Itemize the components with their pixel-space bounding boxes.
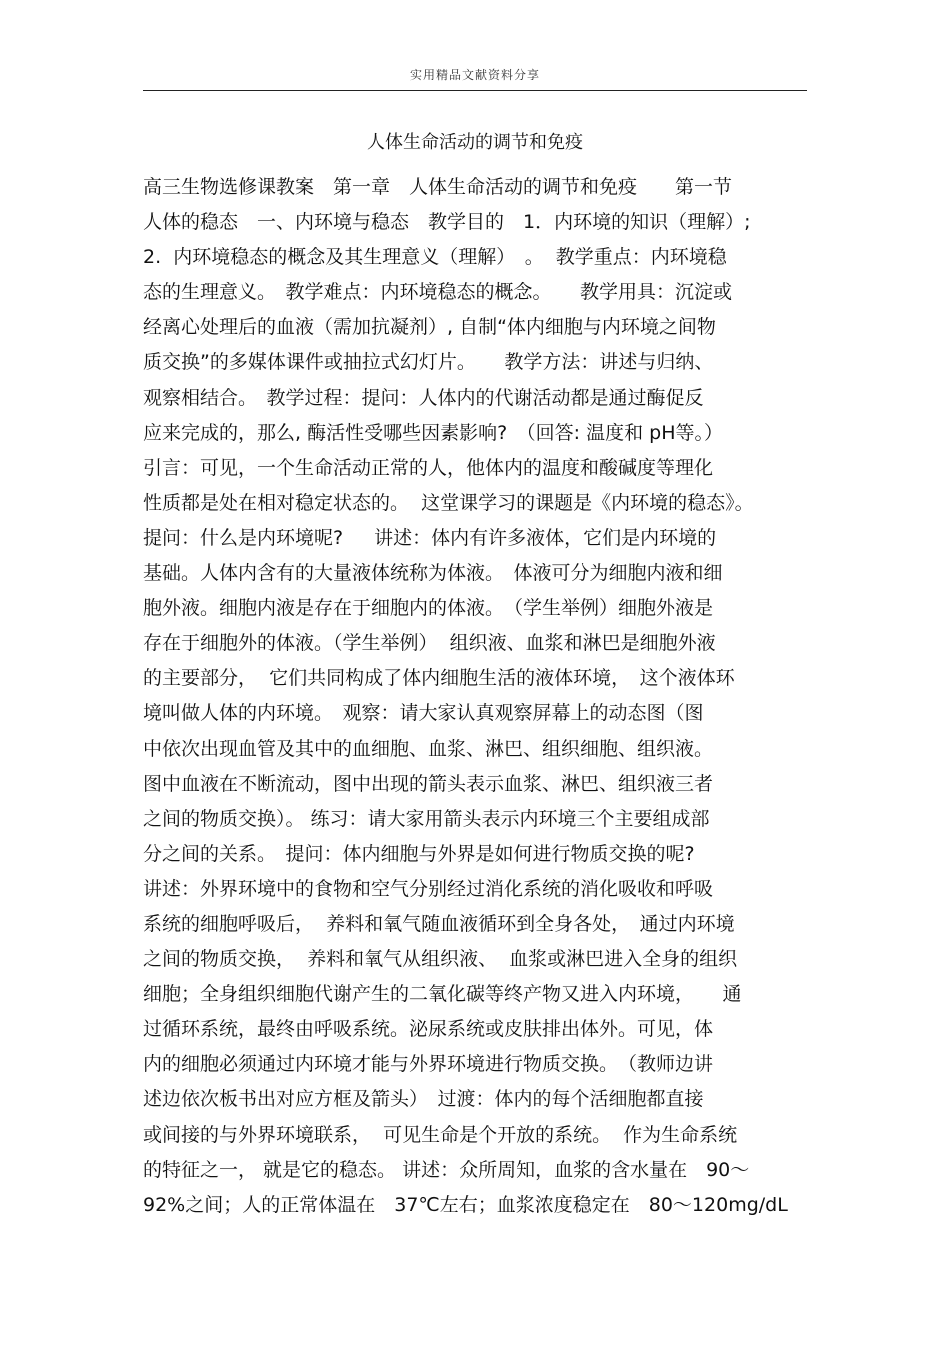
body-line: 观察相结合。 教学过程：提问：人体内的代谢活动都是通过酶促反 xyxy=(143,386,704,409)
body-line: 胞外液。细胞内液是存在于细胞内的体液。 （学生举例）细胞外液是 xyxy=(143,597,714,620)
body-line: 之间的物质交换）。 练习：请大家用箭头表示内环境三个主要组成部 xyxy=(143,807,710,830)
body-line: 境叫做人体的内环境。 观察：请大家认真观察屏幕上的动态图（图 xyxy=(143,702,704,725)
body-line: 系统的细胞呼吸后， 养料和氧气随血液循环到全身各处， 通过内环境 xyxy=(143,912,735,935)
body-line: 引言：可见，一个生命活动正常的人，他体内的温度和酸碱度等理化 xyxy=(143,456,714,479)
body-line: 过循环系统，最终由呼吸系统。泌尿系统或皮肤排出体外。可见，体 xyxy=(143,1018,714,1041)
body-line: 2. 内环境稳态的概念及其生理意义（理解） 。 教学重点：内环境稳 xyxy=(143,246,727,269)
body-line: 分之间的关系。 提问：体内细胞与外界是如何进行物质交换的呢? xyxy=(143,842,695,865)
body-line: 质交换”的多媒体课件或抽拉式幻灯片。 教学方法：讲述与归纳、 xyxy=(143,351,714,374)
body-line: 讲述：外界环境中的食物和空气分别经过消化系统的消化吸收和呼吸 xyxy=(143,877,714,900)
body-line: 人体的稳态 一、内环境与稳态 教学目的 1．内环境的知识（理解）; xyxy=(143,211,751,234)
body-line: 中依次出现血管及其中的血细胞、血浆、淋巴、组织细胞、组织液。 xyxy=(143,737,714,760)
body-line: 述边依次板书出对应方框及箭头） 过渡：体内的每个活细胞都直接 xyxy=(143,1088,704,1111)
body-line: 92%之间；人的正常体温在 37℃左右；血浆浓度稳定在 80～120mg/dL xyxy=(143,1193,788,1216)
body-line: 经离心处理后的血液（需加抗凝剂）, 自制“体内细胞与内环境之间物 xyxy=(143,316,716,339)
body-line: 态的生理意义。 教学难点：内环境稳态的概念。 教学用具：沉淀或 xyxy=(143,281,733,304)
body-line: 内的细胞必须通过内环境才能与外界环境进行物质交换。 （教师边讲 xyxy=(143,1053,714,1076)
body-line: 细胞；全身组织细胞代谢产生的二氧化碳等终产物又进入内环境， 通 xyxy=(143,983,742,1006)
body-line: 性质都是处在相对稳定状态的。 这堂课学习的课题是《内环境的稳态》。 xyxy=(143,491,754,514)
document-title: 人体生命活动的调节和免疫 xyxy=(367,132,583,153)
body-line: 高三生物选修课教案 第一章 人体生命活动的调节和免疫 第一节 xyxy=(143,176,733,198)
body-line: 存在于细胞外的体液。（学生举例） 组织液、血浆和淋巴是细胞外液 xyxy=(143,632,716,655)
header-divider xyxy=(143,90,807,91)
body-line: 提问：什么是内环境呢? 讲述：体内有许多液体，它们是内环境的 xyxy=(143,526,717,549)
body-line: 应来完成的，那么, 酶活性受哪些因素影响? （回答: 温度和 pH等。） xyxy=(143,421,723,444)
body-line: 的主要部分， 它们共同构成了体内细胞生活的液体环境， 这个液体环 xyxy=(143,667,735,690)
document-body xyxy=(143,170,823,1223)
body-line: 或间接的与外界环境联系， 可见生命是个开放的系统。 作为生命系统 xyxy=(143,1123,738,1146)
body-line: 基础。人体内含有的大量液体统称为体液。 体液可分为细胞内液和细 xyxy=(143,562,723,585)
page-header: 实用精品文献资料分享 xyxy=(409,68,540,82)
body-line: 之间的物质交换， 养料和氧气从组织液、 血浆或淋巴进入全身的组织 xyxy=(143,948,738,971)
body-line: 图中血液在不断流动，图中出现的箭头表示血浆、淋巴、组织液三者 xyxy=(143,772,714,795)
body-line: 的特征之一， 就是它的稳态。 讲述：众所周知，血浆的含水量在 90～ xyxy=(143,1158,750,1181)
